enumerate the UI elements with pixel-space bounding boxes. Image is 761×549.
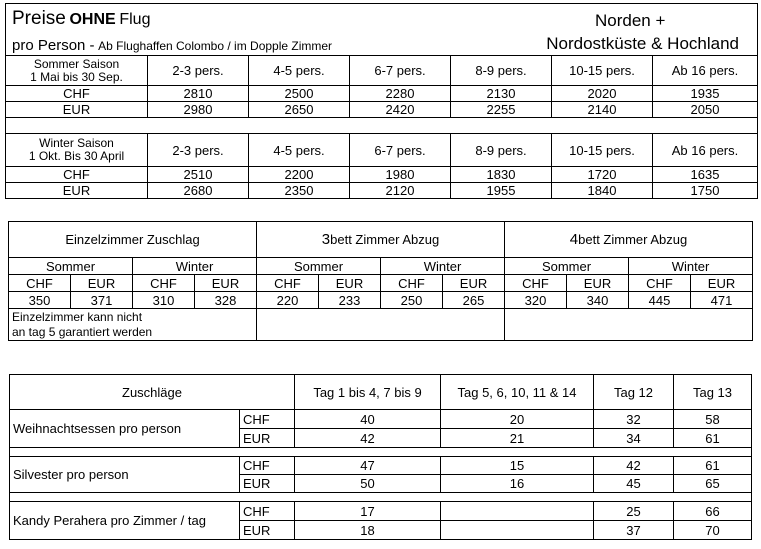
currency-cell: CHF [6,167,148,183]
currency-cell: CHF [240,457,295,475]
single-room-note [9,309,257,341]
currency-cell: EUR [691,275,753,292]
price-cell: 2420 [350,102,451,118]
price-header [6,4,758,56]
group-header: 6-7 pers. [350,134,451,167]
price-cell: 2650 [249,102,350,118]
currency-cell: CHF [240,410,295,429]
quad-room-title [505,222,753,258]
value-cell [441,521,594,540]
title-flug: Flug [119,11,151,28]
price-cell: 2510 [148,167,249,183]
single-room-title: Einzelzimmer Zuschlag [9,222,257,258]
currency-cell: EUR [71,275,133,292]
currency-cell: CHF [9,275,71,292]
price-cell: 1980 [350,167,451,183]
price-cell: 2255 [451,102,552,118]
value-cell: 42 [594,457,674,475]
surcharge-header: Tag 1 bis 4, 7 bis 9 [295,375,441,410]
price-cell: 2980 [148,102,249,118]
currency-cell: EUR [6,102,148,118]
surcharge-table [9,374,752,540]
price-cell: 1830 [451,167,552,183]
spacer-cell [10,493,752,502]
currency-cell: CHF [133,275,195,292]
triple-room-rest: bett Zimmer Abzug [330,232,440,247]
value-cell: 61 [674,457,752,475]
price-cell: 1955 [451,183,552,199]
surcharge-header: Zuschläge [10,375,295,410]
group-header: 10-15 pers. [552,56,653,86]
season-label-line1: Winter Saison [39,136,114,150]
value-cell: 445 [629,292,691,309]
page-subtitle [12,39,332,53]
currency-cell: EUR [195,275,257,292]
value-cell: 17 [295,502,441,521]
surcharge-header: Tag 13 [674,375,752,410]
season-label-line1: Sommer Saison [33,56,120,71]
quad-room-rest: bett Zimmer Abzug [578,232,688,247]
spacer-row [6,118,758,134]
season-sommer: Sommer [9,258,133,275]
empty-cell [257,309,505,341]
note-line1: Einzelzimmer kann nicht [12,310,143,324]
region-line2: Nordostküste & Hochland [546,34,740,53]
region-line1: Norden + [595,11,666,30]
value-cell: 233 [319,292,381,309]
value-cell: 21 [441,429,594,448]
value-cell: 40 [295,410,441,429]
price-row [6,86,758,102]
currency-cell: EUR [567,275,629,292]
value-cell: 65 [674,475,752,493]
price-cell: 1840 [552,183,653,199]
value-cell: 50 [295,475,441,493]
group-header: 2-3 pers. [148,56,249,86]
price-cell: 2280 [350,86,451,102]
group-header: Ab 16 pers. [653,134,758,167]
season-sommer: Sommer [257,258,381,275]
value-cell: 47 [295,457,441,475]
value-cell: 16 [441,475,594,493]
subtitle-rest: Ab Flughaffen Colombo / im Dopple Zimmer [98,39,333,53]
currency-cell: CHF [6,86,148,102]
spacer-cell [6,118,758,134]
room-table [8,221,753,341]
price-cell: 2020 [552,86,653,102]
currency-cell: CHF [505,275,567,292]
quad-room-num: 4 [569,231,579,248]
value-cell: 471 [691,292,753,309]
subtitle-person: pro Person - [12,37,95,54]
price-cell: 1720 [552,167,653,183]
price-cell: 2140 [552,102,653,118]
season-label-line2: 1 Okt. Bis 30 April [28,149,125,163]
season-winter: Winter [629,258,753,275]
currency-cell: EUR [240,475,295,493]
value-cell: 25 [594,502,674,521]
value-cell: 250 [381,292,443,309]
currency-cell: EUR [240,429,295,448]
spacer-cell [10,448,752,457]
price-cell: 1750 [653,183,758,199]
price-cell: 1635 [653,167,758,183]
value-cell: 320 [505,292,567,309]
currency-cell: EUR [6,183,148,199]
value-cell: 42 [295,429,441,448]
price-cell: 2350 [249,183,350,199]
value-cell: 34 [594,429,674,448]
price-cell: 2500 [249,86,350,102]
value-cell: 20 [441,410,594,429]
group-header: 2-3 pers. [148,134,249,167]
value-cell: 310 [133,292,195,309]
page-title [12,8,151,29]
surcharge-item-name: Silvester pro person [10,457,240,493]
value-cell: 18 [295,521,441,540]
currency-cell: CHF [257,275,319,292]
value-cell: 350 [9,292,71,309]
price-cell: 2200 [249,167,350,183]
group-header: 8-9 pers. [451,56,552,86]
season-label [6,56,148,86]
currency-cell: EUR [319,275,381,292]
value-cell: 15 [441,457,594,475]
season-winter: Winter [381,258,505,275]
value-cell: 61 [674,429,752,448]
price-row [6,167,758,183]
price-cell: 1935 [653,86,758,102]
currency-cell: CHF [629,275,691,292]
value-cell: 32 [594,410,674,429]
currency-cell: CHF [381,275,443,292]
season-label-line2: 1 Mai bis 30 Sep. [30,69,123,84]
price-cell: 2130 [451,86,552,102]
value-cell: 70 [674,521,752,540]
season-header-row [6,56,758,86]
triple-room-title [257,222,505,258]
price-cell: 2810 [148,86,249,102]
price-cell: 2050 [653,102,758,118]
title-ohne: OHNE [69,11,116,28]
group-header: 4-5 pers. [249,134,350,167]
empty-cell [505,309,753,341]
currency-cell: EUR [240,521,295,540]
price-table [5,3,758,199]
value-cell: 371 [71,292,133,309]
price-row [6,102,758,118]
season-header-row [6,134,758,167]
currency-cell: EUR [443,275,505,292]
value-cell: 340 [567,292,629,309]
value-cell [441,502,594,521]
surcharge-header: Tag 5, 6, 10, 11 & 14 [441,375,594,410]
season-label [6,134,148,167]
surcharge-item-name: Kandy Perahera pro Zimmer / tag [10,502,240,540]
triple-room-num: 3 [321,231,331,248]
surcharge-item-name: Weihnachtsessen pro person [10,410,240,448]
group-header: Ab 16 pers. [653,56,758,86]
value-cell: 37 [594,521,674,540]
season-winter: Winter [133,258,257,275]
note-line2: an tag 5 garantiert werden [12,325,153,339]
title-preise: Preise [12,8,66,29]
price-cell: 2120 [350,183,451,199]
group-header: 4-5 pers. [249,56,350,86]
group-header: 10-15 pers. [552,134,653,167]
value-cell: 45 [594,475,674,493]
surcharge-header: Tag 12 [594,375,674,410]
value-cell: 220 [257,292,319,309]
value-cell: 66 [674,502,752,521]
group-header: 6-7 pers. [350,56,451,86]
currency-cell: CHF [240,502,295,521]
value-cell: 58 [674,410,752,429]
season-sommer: Sommer [505,258,629,275]
value-cell: 265 [443,292,505,309]
price-cell: 2680 [148,183,249,199]
value-cell: 328 [195,292,257,309]
group-header: 8-9 pers. [451,134,552,167]
price-row [6,183,758,199]
